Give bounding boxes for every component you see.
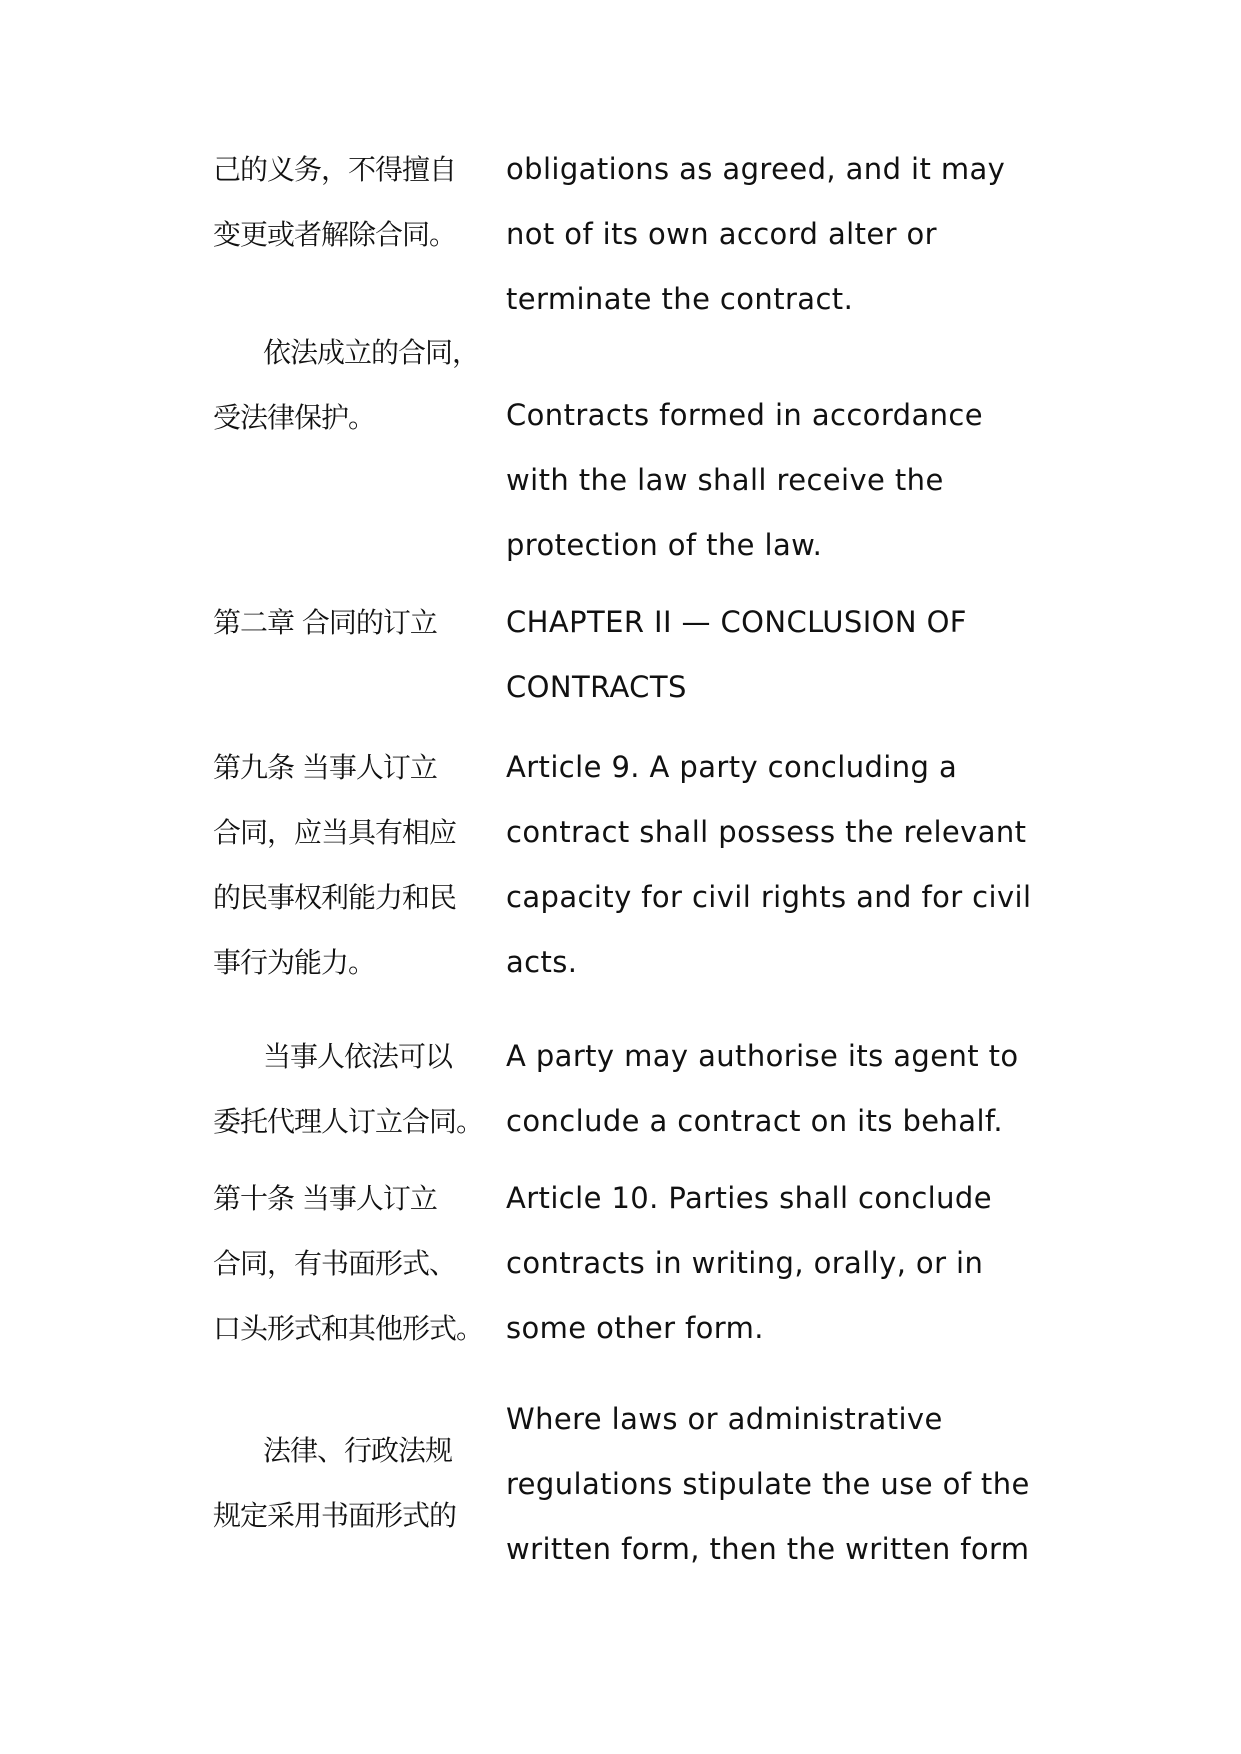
chinese-line: 受法律保护。 xyxy=(213,401,376,434)
english-line: regulations stipulate the use of the xyxy=(506,1467,1030,1501)
chinese-line: 第十条 当事人订立 xyxy=(213,1182,437,1215)
chinese-line: 己的义务，不得擅自 xyxy=(213,153,457,186)
english-paragraph xyxy=(506,383,983,578)
chinese-line: 合同，应当具有相应 xyxy=(213,816,457,849)
english-line: capacity for civil rights and for civil xyxy=(506,880,1032,914)
article-9-chinese xyxy=(213,735,456,995)
article-10-chinese xyxy=(213,1166,483,1361)
chinese-paragraph xyxy=(213,137,456,267)
english-paragraph xyxy=(506,137,1005,332)
chapter-heading-chinese xyxy=(213,590,437,655)
chinese-line: 口头形式和其他形式。 xyxy=(213,1312,484,1345)
chinese-line: 事行为能力。 xyxy=(213,946,376,979)
english-line: written form, then the written form xyxy=(506,1532,1030,1566)
chinese-line: 合同，有书面形式、 xyxy=(213,1247,457,1280)
english-line: contract shall possess the relevant xyxy=(506,815,1027,849)
chinese-line: 委托代理人订立合同。 xyxy=(213,1105,484,1138)
article-9-english xyxy=(506,735,1031,995)
english-line: protection of the law. xyxy=(506,528,823,562)
english-line: obligations as agreed, and it may xyxy=(506,152,1006,186)
english-line: Where laws or administrative xyxy=(506,1402,943,1436)
chinese-line: 规定采用书面形式的 xyxy=(213,1499,457,1532)
chinese-paragraph xyxy=(213,320,479,450)
chinese-line: 法律、行政法规 xyxy=(263,1434,453,1467)
chinese-line: 的民事权利能力和民 xyxy=(213,881,457,914)
english-line: CONTRACTS xyxy=(506,670,687,704)
chinese-line: 当事人依法可以 xyxy=(263,1040,453,1073)
english-line: conclude a contract on its behalf. xyxy=(506,1104,1004,1138)
english-line: CHAPTER II — CONCLUSION OF xyxy=(506,605,967,639)
english-line: Article 9. A party concluding a xyxy=(506,750,958,784)
chinese-line: 变更或者解除合同。 xyxy=(213,218,457,251)
english-line: not of its own accord alter or xyxy=(506,217,937,251)
english-line: some other form. xyxy=(506,1311,764,1345)
chinese-paragraph xyxy=(213,1024,483,1154)
chinese-line: 第二章 合同的订立 xyxy=(213,606,437,639)
english-line: with the law shall receive the xyxy=(506,463,944,497)
english-paragraph xyxy=(506,1387,1030,1582)
english-line: A party may authorise its agent to xyxy=(506,1039,1019,1073)
article-10-english xyxy=(506,1166,992,1361)
english-paragraph xyxy=(506,1024,1019,1154)
english-line: Article 10. Parties shall conclude xyxy=(506,1181,992,1215)
english-line: contracts in writing, orally, or in xyxy=(506,1246,984,1280)
chinese-paragraph xyxy=(213,1418,456,1548)
chinese-line: 第九条 当事人订立 xyxy=(213,751,437,784)
english-line: Contracts formed in accordance xyxy=(506,398,983,432)
chinese-line: 依法成立的合同， xyxy=(263,336,480,369)
english-line: terminate the contract. xyxy=(506,282,854,316)
chapter-heading-english xyxy=(506,590,967,720)
english-line: acts. xyxy=(506,945,578,979)
